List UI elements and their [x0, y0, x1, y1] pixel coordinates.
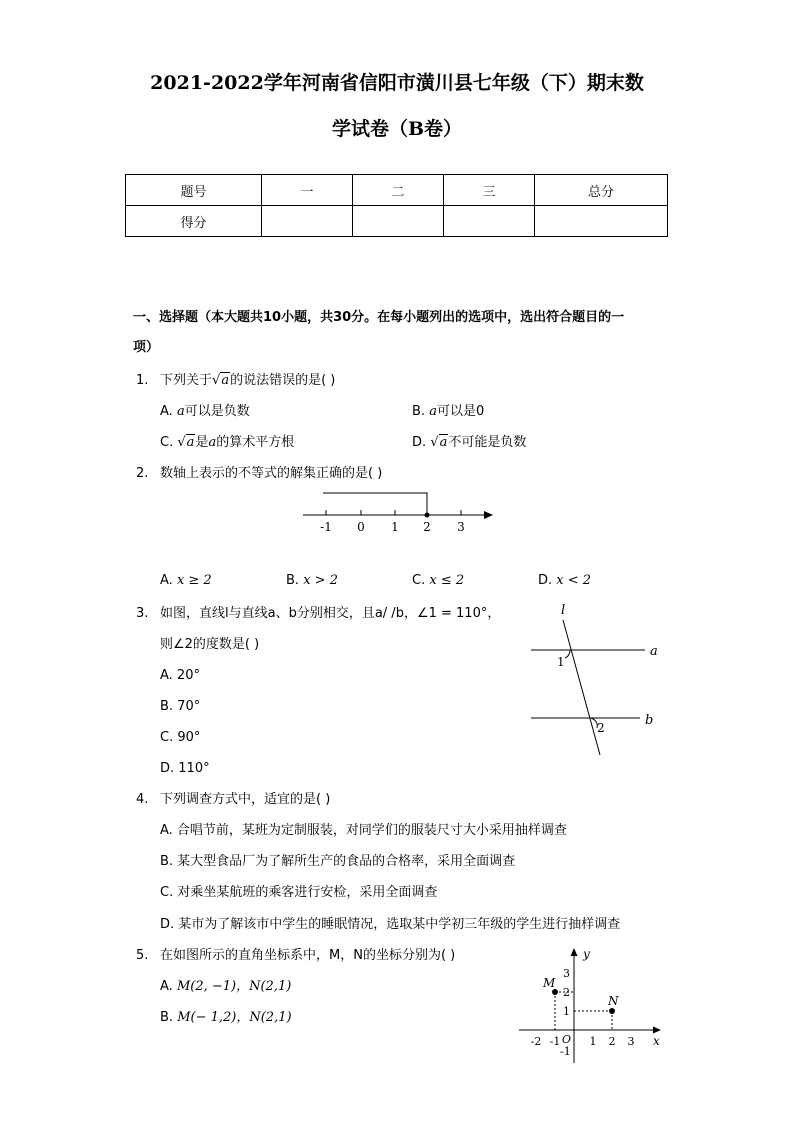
table-cell: 一 [262, 175, 353, 206]
parallel-lines-figure [525, 600, 665, 762]
table-cell [535, 206, 668, 237]
question-3-stem: 如图，直线l与直线a、b分别相交，且a/ /b，∠1 = 110°， [160, 606, 501, 621]
radicand: a [439, 435, 448, 450]
tick-label: 3 [563, 967, 570, 980]
tick-label: 2 [563, 986, 570, 999]
axis-label: x [653, 1034, 660, 1048]
number-line-figure [295, 488, 500, 538]
line-label: l [561, 603, 566, 618]
tick-label: 0 [357, 520, 365, 534]
tick-label: -2 [530, 1035, 542, 1048]
option-label: A. [160, 404, 173, 419]
axis-label: y [583, 947, 590, 961]
question-2-stem: 数轴上表示的不等式的解集正确的是( ) [160, 466, 383, 481]
option-a[interactable] [160, 572, 212, 590]
origin-label: O [562, 1033, 572, 1046]
option-b[interactable]: B. 某大型食品厂为了解所生产的食品的合格率，采用全面调查 [160, 854, 516, 869]
exam-title-line2: 学试卷（B卷） [331, 118, 463, 140]
transversal-line-l [563, 620, 600, 755]
option-c[interactable]: C. 90° [160, 730, 201, 745]
question-number: 1. [136, 373, 149, 388]
tick-label: 1 [563, 1005, 570, 1018]
solid-endpoint-dot [425, 513, 430, 518]
option-math: x ≥ 2 [176, 573, 212, 588]
option-text: 不可能是负数 [448, 435, 527, 450]
option-d[interactable] [412, 434, 526, 452]
option-math: x ≤ 2 [429, 573, 465, 588]
point-label: N [608, 994, 619, 1008]
option-text: 可以是0 [436, 404, 485, 419]
table-cell [444, 206, 535, 237]
tick-label: -1 [320, 520, 332, 534]
option-c[interactable] [160, 434, 294, 452]
score-table [125, 174, 668, 237]
radicand: a [221, 373, 230, 388]
option-label: D. [538, 573, 553, 588]
table-cell: 三 [444, 175, 535, 206]
option-text: 可以是负数 [184, 404, 250, 419]
option-label: B. [412, 404, 426, 419]
table-cell: 总分 [535, 175, 668, 206]
option-label: A. [160, 979, 173, 994]
option-c[interactable] [412, 572, 464, 590]
point-label: M [543, 976, 556, 990]
option-label: A. [160, 573, 173, 588]
question-number: 3. [136, 606, 149, 621]
stem-text: 的说法错误的是( ) [230, 373, 336, 388]
table-cell: 得分 [126, 206, 262, 237]
line-label: a [650, 644, 658, 659]
option-math: M(2, −1)，N(2,1) [176, 979, 292, 994]
tick-label: 1 [391, 520, 399, 534]
option-b[interactable] [160, 1009, 292, 1027]
question-number: 2. [136, 466, 149, 481]
angle-label: 2 [597, 721, 605, 735]
section-heading: 一、选择题（本大题共10小题，共30分。在每小题列出的选项中，选出符合题目的一 [133, 310, 625, 325]
solution-bracket [323, 493, 427, 515]
question-4-stem: 下列调查方式中，适宜的是( ) [160, 792, 331, 807]
tick-label: -1 [549, 1035, 561, 1048]
y-axis-arrow-icon [571, 948, 578, 956]
option-b[interactable]: B. 70° [160, 699, 201, 714]
section-heading-cont: 项） [133, 340, 160, 355]
point-n [609, 1008, 615, 1014]
option-math: x < 2 [556, 573, 592, 588]
option-label: D. [412, 435, 427, 450]
sqrt-symbol: √ [177, 435, 186, 450]
axis-arrow-icon [484, 511, 493, 519]
option-text: 是 [195, 435, 209, 450]
line-label: b [645, 713, 654, 728]
question-1-stem [160, 372, 335, 390]
tick-label: 3 [457, 520, 465, 534]
option-label: C. [160, 435, 174, 450]
question-number: 4. [136, 792, 149, 807]
sqrt-symbol: √ [212, 373, 221, 388]
coordinate-grid-figure [515, 943, 670, 1068]
math-var: a [208, 435, 217, 450]
tick-label: 3 [627, 1035, 635, 1048]
table-row [126, 206, 668, 237]
tick-label: 1 [589, 1035, 597, 1048]
option-a[interactable]: A. 20° [160, 668, 200, 683]
option-label: B. [286, 573, 300, 588]
question-5-stem: 在如图所示的直角坐标系中，M，N的坐标分别为( ) [160, 948, 456, 963]
option-a[interactable] [160, 403, 250, 421]
table-cell: 题号 [126, 175, 262, 206]
math-var: a [429, 404, 437, 419]
sqrt-symbol: √ [430, 435, 439, 450]
option-label: B. [160, 1010, 174, 1025]
table-cell [262, 206, 353, 237]
table-cell [353, 206, 444, 237]
math-var: a [176, 404, 185, 419]
question-number: 5. [136, 948, 149, 963]
angle-label: 1 [557, 655, 565, 669]
tick-label: 2 [423, 520, 431, 534]
table-cell: 二 [353, 175, 444, 206]
x-axis-arrow-icon [653, 1027, 661, 1034]
option-d[interactable] [538, 572, 591, 590]
option-b[interactable] [286, 572, 338, 590]
tick-label: 2 [608, 1035, 616, 1048]
option-a[interactable] [160, 978, 291, 996]
option-math: x > 2 [303, 573, 338, 588]
option-text: 的算术平方根 [216, 435, 295, 450]
question-3-stem-cont: 则∠2的度数是( ) [160, 637, 260, 652]
option-c[interactable]: C. 对乘坐某航班的乘客进行安检，采用全面调查 [160, 885, 438, 900]
angle-1-arc [565, 650, 570, 658]
stem-text: 下列关于 [160, 373, 213, 388]
option-label: C. [412, 573, 426, 588]
exam-title-line1: 2021-2022学年河南省信阳市潢川县七年级（下）期末数 [150, 72, 644, 94]
radicand: a [186, 435, 195, 450]
tick-label: -1 [560, 1045, 571, 1058]
option-d[interactable]: D. 某市为了解该市中学生的睡眠情况，选取某中学初三年级的学生进行抽样调查 [160, 917, 621, 932]
option-math: M(− 1,2)，N(2,1) [177, 1010, 292, 1025]
option-b[interactable] [412, 403, 484, 421]
option-d[interactable]: D. 110° [160, 761, 210, 776]
table-row [126, 175, 668, 206]
option-a[interactable]: A. 合唱节前，某班为定制服装，对同学们的服装尺寸大小采用抽样调查 [160, 823, 567, 838]
